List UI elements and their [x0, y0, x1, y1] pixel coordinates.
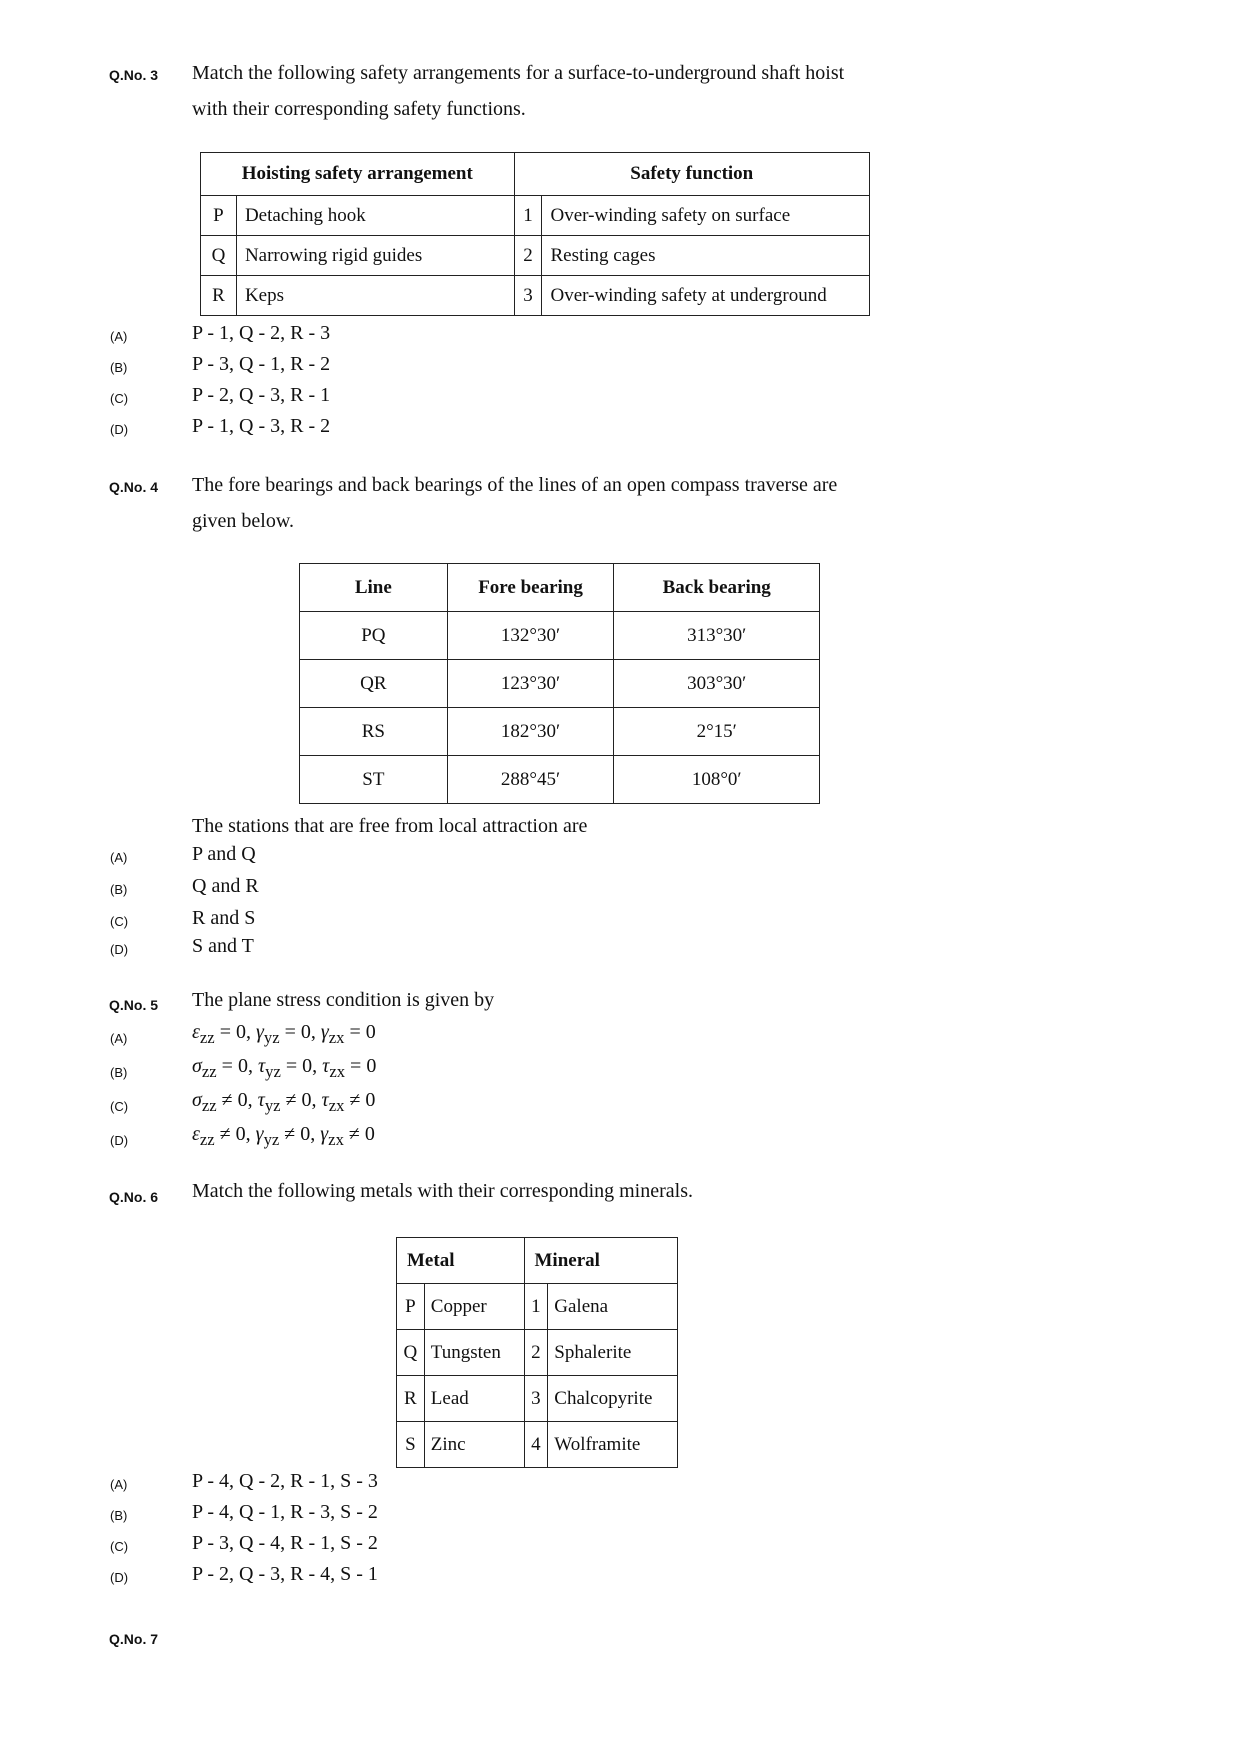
table-row [300, 756, 820, 804]
table-row [397, 1284, 678, 1330]
row-value: Chalcopyrite [548, 1376, 678, 1422]
table-row [201, 196, 870, 236]
symbol: ε [192, 1021, 200, 1043]
q6-number: Q.No. 6 [109, 1189, 159, 1205]
q4-header-fore: Fore bearing [447, 564, 614, 612]
row-value: Galena [548, 1284, 678, 1330]
table-row [300, 708, 820, 756]
table-row [397, 1376, 678, 1422]
operator: = 0, [280, 1055, 323, 1077]
q4-option-b-label: (B) [110, 882, 128, 897]
table-row [300, 660, 820, 708]
cell-back: 303°30′ [614, 660, 820, 708]
q3-option-c-label: (C) [110, 391, 129, 406]
q5-option-a-label: (A) [110, 1031, 128, 1046]
row-value: Resting cages [542, 236, 870, 276]
q3-option-a-label: (A) [110, 329, 128, 344]
q6-option-a[interactable]: P - 4, Q - 2, R - 1, S - 3 [192, 1470, 378, 1492]
row-value: Detaching hook [236, 196, 514, 236]
row-value: Wolframite [548, 1422, 678, 1468]
cell-line: RS [300, 708, 448, 756]
q5-number: Q.No. 5 [109, 997, 159, 1013]
q4-option-d-label: (D) [110, 942, 129, 957]
q5-option-d[interactable] [192, 1123, 375, 1150]
symbol: γ [320, 1021, 329, 1043]
q4-header-back: Back bearing [614, 564, 820, 612]
operator: ≠ 0 [343, 1123, 375, 1145]
q3-option-a[interactable]: P - 1, Q - 2, R - 3 [192, 322, 331, 344]
q6-right-header: Mineral [524, 1238, 678, 1284]
q3-number: Q.No. 3 [109, 67, 159, 83]
symbol: τ [257, 1055, 266, 1077]
row-value: Narrowing rigid guides [236, 236, 514, 276]
q4-option-b[interactable]: Q and R [192, 875, 259, 897]
symbol: γ [320, 1123, 329, 1145]
row-value: Keps [236, 276, 514, 316]
symbol: γ [255, 1123, 264, 1145]
q5-option-d-label: (D) [110, 1133, 129, 1148]
symbol: τ [257, 1089, 265, 1111]
operator: ≠ 0, [279, 1123, 321, 1145]
row-key: 4 [524, 1422, 548, 1468]
subscript: zx [328, 1096, 345, 1115]
q3-question-line2: with their corresponding safety functions. [192, 98, 526, 120]
row-key: 2 [524, 1330, 548, 1376]
q4-question-line2: given below. [192, 510, 295, 532]
cell-back: 2°15′ [614, 708, 820, 756]
subscript: zz [201, 1096, 217, 1115]
table-row [397, 1330, 678, 1376]
cell-fore: 123°30′ [447, 660, 614, 708]
q4-question-line1: The fore bearings and back bearings of the lines of an open compass traverse are [192, 474, 838, 496]
row-key: P [201, 196, 237, 236]
q3-option-b[interactable]: P - 3, Q - 1, R - 2 [192, 353, 331, 375]
q3-question-line1: Match the following safety arrangements for a surface-to-underground shaft hoist [192, 62, 845, 84]
subscript: zz [199, 1028, 215, 1047]
q6-option-d[interactable]: P - 2, Q - 3, R - 4, S - 1 [192, 1563, 378, 1585]
subscript: yz [263, 1130, 280, 1149]
cell-fore: 288°45′ [447, 756, 614, 804]
operator: = 0, [279, 1021, 321, 1043]
row-key: R [397, 1376, 425, 1422]
operator: = 0, [214, 1021, 256, 1043]
q3-option-c[interactable]: P - 2, Q - 3, R - 1 [192, 384, 331, 406]
q4-option-c-label: (C) [110, 914, 129, 929]
operator: ≠ 0, [214, 1123, 256, 1145]
symbol: σ [192, 1055, 202, 1077]
q7-number: Q.No. 7 [109, 1631, 159, 1647]
subscript: yz [263, 1028, 280, 1047]
q4-number: Q.No. 4 [109, 479, 159, 495]
q5-option-c-label: (C) [110, 1099, 129, 1114]
symbol: σ [192, 1089, 202, 1111]
q6-option-b[interactable]: P - 4, Q - 1, R - 3, S - 2 [192, 1501, 378, 1523]
q3-match-table [200, 152, 870, 316]
operator: = 0 [344, 1021, 376, 1043]
q3-option-d-label: (D) [110, 422, 129, 437]
q6-option-a-label: (A) [110, 1477, 128, 1492]
row-key: 3 [524, 1376, 548, 1422]
q5-option-b[interactable] [192, 1055, 376, 1082]
q6-question: Match the following metals with their corresponding minerals. [192, 1180, 693, 1202]
symbol: γ [255, 1021, 264, 1043]
q4-option-c[interactable]: R and S [192, 907, 256, 929]
cell-back: 313°30′ [614, 612, 820, 660]
operator: ≠ 0, [280, 1089, 322, 1111]
row-value: Lead [424, 1376, 524, 1422]
symbol: τ [321, 1089, 329, 1111]
operator: ≠ 0, [216, 1089, 258, 1111]
table-row [300, 612, 820, 660]
cell-line: PQ [300, 612, 448, 660]
row-key: R [201, 276, 237, 316]
row-key: Q [397, 1330, 425, 1376]
q6-left-header: Metal [397, 1238, 525, 1284]
row-key: Q [201, 236, 237, 276]
q4-followup-text: The stations that are free from local attraction are [192, 815, 588, 837]
q4-header-line: Line [300, 564, 448, 612]
symbol: τ [322, 1055, 330, 1077]
row-value: Over-winding safety at underground [542, 276, 870, 316]
subscript: zx [329, 1062, 346, 1081]
table-row [201, 276, 870, 316]
cell-fore: 132°30′ [447, 612, 614, 660]
cell-back: 108°0′ [614, 756, 820, 804]
cell-fore: 182°30′ [447, 708, 614, 756]
q3-option-d[interactable]: P - 1, Q - 3, R - 2 [192, 415, 331, 437]
q4-option-a-label: (A) [110, 850, 128, 865]
q5-question: The plane stress condition is given by [192, 989, 495, 1011]
table-row [201, 236, 870, 276]
subscript: zx [328, 1130, 344, 1149]
subscript: zz [201, 1062, 217, 1081]
operator: = 0, [216, 1055, 258, 1077]
q5-option-b-label: (B) [110, 1065, 128, 1080]
q5-option-a[interactable] [192, 1021, 376, 1048]
q6-option-d-label: (D) [110, 1570, 129, 1585]
subscript: zz [199, 1130, 215, 1149]
subscript: zx [328, 1028, 345, 1047]
cell-line: QR [300, 660, 448, 708]
q4-bearing-table [299, 563, 820, 804]
row-value: Tungsten [424, 1330, 524, 1376]
q3-option-b-label: (B) [110, 360, 128, 375]
row-value: Zinc [424, 1422, 524, 1468]
row-key: P [397, 1284, 425, 1330]
q6-option-c[interactable]: P - 3, Q - 4, R - 1, S - 2 [192, 1532, 378, 1554]
q3-right-header: Safety function [514, 153, 869, 196]
operator: = 0 [345, 1055, 377, 1077]
row-value: Sphalerite [548, 1330, 678, 1376]
row-key: 3 [514, 276, 542, 316]
table-row [397, 1422, 678, 1468]
q4-option-a[interactable]: P and Q [192, 843, 256, 865]
row-value: Copper [424, 1284, 524, 1330]
row-key: S [397, 1422, 425, 1468]
q6-match-table [396, 1237, 678, 1468]
q3-left-header: Hoisting safety arrangement [201, 153, 515, 196]
subscript: yz [264, 1096, 281, 1115]
symbol: ε [192, 1123, 200, 1145]
q4-option-d[interactable]: S and T [192, 935, 254, 957]
row-key: 1 [514, 196, 542, 236]
operator: ≠ 0 [344, 1089, 376, 1111]
subscript: yz [265, 1062, 281, 1081]
row-value: Over-winding safety on surface [542, 196, 870, 236]
row-key: 1 [524, 1284, 548, 1330]
row-key: 2 [514, 236, 542, 276]
q5-option-c[interactable] [192, 1089, 375, 1116]
q6-option-c-label: (C) [110, 1539, 129, 1554]
q6-option-b-label: (B) [110, 1508, 128, 1523]
cell-line: ST [300, 756, 448, 804]
